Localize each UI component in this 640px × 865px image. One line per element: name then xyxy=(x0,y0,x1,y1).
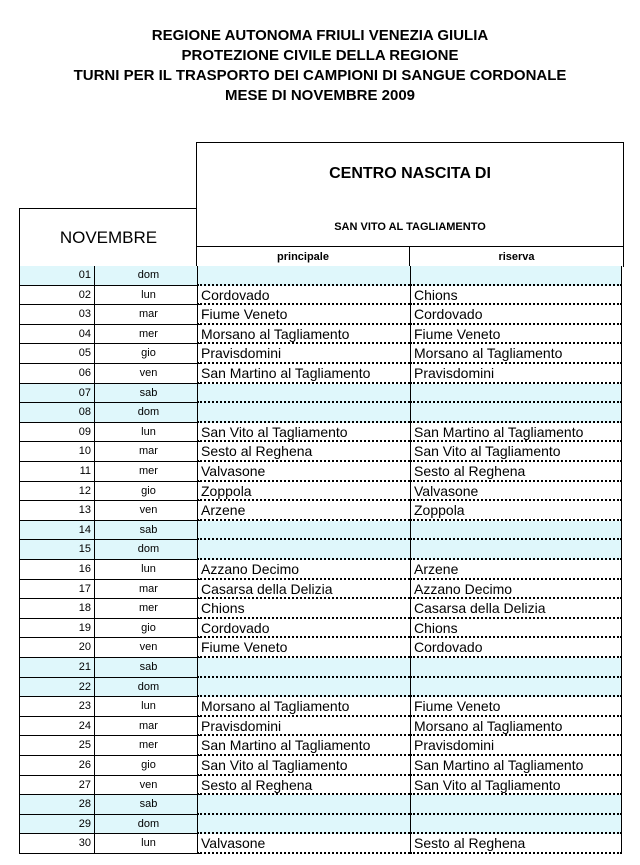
weekday: mar xyxy=(94,717,202,737)
table-row xyxy=(19,423,622,443)
riserva-cell: Chions xyxy=(410,619,622,639)
weekday: lun xyxy=(94,834,202,854)
principale-cell xyxy=(197,540,410,560)
riserva-cell: San Vito al Tagliamento xyxy=(410,442,622,462)
day-number: 13 xyxy=(19,501,94,521)
weekday: dom xyxy=(94,540,202,560)
principale-cell: San Martino al Tagliamento xyxy=(197,736,410,756)
riserva-cell xyxy=(410,266,622,286)
day-number: 04 xyxy=(19,325,94,345)
riserva-cell: Morsano al Tagliamento xyxy=(410,344,622,364)
table-row xyxy=(19,462,622,482)
day-number: 25 xyxy=(19,736,94,756)
riserva-cell: Pravisdomini xyxy=(410,364,622,384)
riserva-cell: Chions xyxy=(410,286,622,306)
riserva-cell: Cordovado xyxy=(410,305,622,325)
day-number: 11 xyxy=(19,462,94,482)
table-row xyxy=(19,834,622,854)
day-number: 07 xyxy=(19,384,94,404)
weekday: dom xyxy=(94,403,202,423)
month-header: NOVEMBRE xyxy=(19,208,197,267)
weekday: lun xyxy=(94,286,202,306)
riserva-cell: Morsano al Tagliamento xyxy=(410,717,622,737)
weekday: mar xyxy=(94,580,202,600)
riserva-cell xyxy=(410,384,622,404)
principale-cell: Chions xyxy=(197,599,410,619)
riserva-cell: Cordovado xyxy=(410,638,622,658)
riserva-cell: Arzene xyxy=(410,560,622,580)
principale-cell: Pravisdomini xyxy=(197,717,410,737)
day-number: 24 xyxy=(19,717,94,737)
riserva-cell: Azzano Decimo xyxy=(410,580,622,600)
table-row xyxy=(19,795,622,815)
centro-label: CENTRO NASCITA DI xyxy=(329,165,491,182)
principale-cell: Morsano al Tagliamento xyxy=(197,697,410,717)
riserva-cell: Fiume Veneto xyxy=(410,325,622,345)
principale-cell: Zoppola xyxy=(197,482,410,502)
riserva-cell xyxy=(410,658,622,678)
day-number: 26 xyxy=(19,756,94,776)
weekday: ven xyxy=(94,364,202,384)
day-number: 10 xyxy=(19,442,94,462)
weekday: gio xyxy=(94,344,202,364)
table-row xyxy=(19,776,622,796)
weekday: lun xyxy=(94,423,202,443)
table-row xyxy=(19,678,622,698)
weekday: dom xyxy=(94,678,202,698)
weekday: gio xyxy=(94,756,202,776)
principale-cell: San Vito al Tagliamento xyxy=(197,423,410,443)
riserva-cell: Zoppola xyxy=(410,501,622,521)
riserva-cell xyxy=(410,815,622,835)
weekday: sab xyxy=(94,658,202,678)
day-number: 14 xyxy=(19,521,94,541)
riserva-cell xyxy=(410,678,622,698)
riserva-cell: San Martino al Tagliamento xyxy=(410,423,622,443)
table-row xyxy=(19,697,622,717)
weekday: dom xyxy=(94,815,202,835)
day-number: 17 xyxy=(19,580,94,600)
table-row xyxy=(19,403,622,423)
day-number: 02 xyxy=(19,286,94,306)
riserva-cell: San Martino al Tagliamento xyxy=(410,756,622,776)
principale-cell: Fiume Veneto xyxy=(197,638,410,658)
day-number: 18 xyxy=(19,599,94,619)
weekday: mar xyxy=(94,305,202,325)
table-row xyxy=(19,736,622,756)
principale-cell: Valvasone xyxy=(197,834,410,854)
principale-cell: Azzano Decimo xyxy=(197,560,410,580)
table-row xyxy=(19,501,622,521)
weekday: ven xyxy=(94,638,202,658)
riserva-cell: Sesto al Reghena xyxy=(410,462,622,482)
table-row xyxy=(19,325,622,345)
centro-header xyxy=(196,142,624,247)
column-headers xyxy=(196,246,624,267)
col-riserva: riserva xyxy=(498,251,535,263)
riserva-cell: Fiume Veneto xyxy=(410,697,622,717)
table-row xyxy=(19,442,622,462)
principale-cell xyxy=(197,658,410,678)
centro-name: SAN VITO AL TAGLIAMENTO xyxy=(334,221,486,233)
day-number: 19 xyxy=(19,619,94,639)
day-number: 23 xyxy=(19,697,94,717)
weekday: mer xyxy=(94,736,202,756)
document-title xyxy=(0,26,640,106)
principale-cell: Cordovado xyxy=(197,286,410,306)
principale-cell: San Vito al Tagliamento xyxy=(197,756,410,776)
table-row xyxy=(19,540,622,560)
table-row xyxy=(19,717,622,737)
day-number: 09 xyxy=(19,423,94,443)
day-number: 16 xyxy=(19,560,94,580)
principale-cell xyxy=(197,678,410,698)
principale-cell: Pravisdomini xyxy=(197,344,410,364)
table-row xyxy=(19,344,622,364)
day-number: 05 xyxy=(19,344,94,364)
table-row xyxy=(19,364,622,384)
principale-cell xyxy=(197,815,410,835)
table-row xyxy=(19,638,622,658)
table-row xyxy=(19,521,622,541)
riserva-cell: San Vito al Tagliamento xyxy=(410,776,622,796)
riserva-cell: Valvasone xyxy=(410,482,622,502)
day-number: 22 xyxy=(19,678,94,698)
riserva-cell xyxy=(410,403,622,423)
table-row xyxy=(19,756,622,776)
table-row xyxy=(19,384,622,404)
principale-cell: Fiume Veneto xyxy=(197,305,410,325)
riserva-cell xyxy=(410,540,622,560)
table-row xyxy=(19,658,622,678)
principale-cell xyxy=(197,266,410,286)
day-number: 29 xyxy=(19,815,94,835)
weekday: ven xyxy=(94,776,202,796)
table-row xyxy=(19,305,622,325)
day-number: 12 xyxy=(19,482,94,502)
col-principale: principale xyxy=(197,247,410,267)
principale-cell: Cordovado xyxy=(197,619,410,639)
weekday: lun xyxy=(94,560,202,580)
riserva-cell xyxy=(410,521,622,541)
riserva-cell: Pravisdomini xyxy=(410,736,622,756)
principale-cell xyxy=(197,384,410,404)
day-number: 01 xyxy=(19,266,94,286)
table-row xyxy=(19,560,622,580)
day-number: 20 xyxy=(19,638,94,658)
riserva-cell xyxy=(410,795,622,815)
day-number: 08 xyxy=(19,403,94,423)
day-number: 30 xyxy=(19,834,94,854)
table-row xyxy=(19,580,622,600)
table-row xyxy=(19,286,622,306)
day-number: 03 xyxy=(19,305,94,325)
principale-cell: Morsano al Tagliamento xyxy=(197,325,410,345)
weekday: sab xyxy=(94,521,202,541)
weekday: gio xyxy=(94,482,202,502)
weekday: dom xyxy=(94,266,202,286)
weekday: gio xyxy=(94,619,202,639)
day-number: 27 xyxy=(19,776,94,796)
riserva-cell: Sesto al Reghena xyxy=(410,834,622,854)
principale-cell: Arzene xyxy=(197,501,410,521)
riserva-cell: Casarsa della Delizia xyxy=(410,599,622,619)
day-number: 06 xyxy=(19,364,94,384)
title-line-4: MESE DI NOVEMBRE 2009 xyxy=(224,87,416,104)
table-row xyxy=(19,266,622,286)
weekday: mer xyxy=(94,462,202,482)
weekday: ven xyxy=(94,501,202,521)
title-line-2: PROTEZIONE CIVILE DELLA REGIONE xyxy=(181,47,459,64)
table-row xyxy=(19,482,622,502)
weekday: lun xyxy=(94,697,202,717)
table-row xyxy=(19,599,622,619)
day-number: 28 xyxy=(19,795,94,815)
title-line-3: TURNI PER IL TRASPORTO DEI CAMPIONI DI SANGUE CORDONALE xyxy=(73,67,567,84)
day-number: 15 xyxy=(19,540,94,560)
weekday: mer xyxy=(94,599,202,619)
table-row xyxy=(19,815,622,835)
principale-cell xyxy=(197,403,410,423)
principale-cell: Sesto al Reghena xyxy=(197,776,410,796)
principale-cell xyxy=(197,795,410,815)
day-number: 21 xyxy=(19,658,94,678)
principale-cell xyxy=(197,521,410,541)
table-row xyxy=(19,619,622,639)
weekday: mer xyxy=(94,325,202,345)
principale-cell: San Martino al Tagliamento xyxy=(197,364,410,384)
weekday: sab xyxy=(94,384,202,404)
principale-cell: Casarsa della Delizia xyxy=(197,580,410,600)
weekday: mar xyxy=(94,442,202,462)
principale-cell: Sesto al Reghena xyxy=(197,442,410,462)
principale-cell: Valvasone xyxy=(197,462,410,482)
weekday: sab xyxy=(94,795,202,815)
title-line-1: REGIONE AUTONOMA FRIULI VENEZIA GIULIA xyxy=(151,27,489,44)
